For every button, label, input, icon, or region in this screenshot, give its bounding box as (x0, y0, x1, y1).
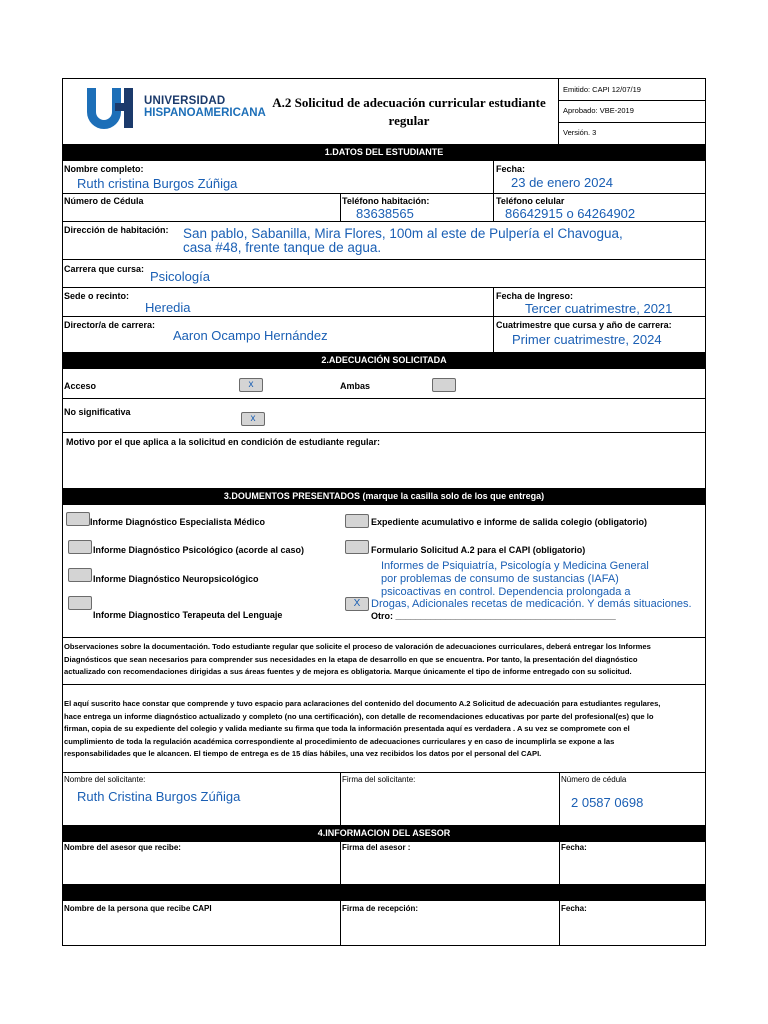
doc6-checkbox[interactable] (345, 540, 369, 554)
sede-value[interactable]: Heredia (145, 300, 191, 315)
nosig-label: No significativa (64, 407, 131, 417)
recepcion-label: Firma de recepción: (342, 904, 419, 913)
decl-line4: cumplimiento de toda la regulación académica correspondiente al procedimiento de adecuaciones curriculares y en caso de incumplirla se expone a las (64, 736, 615, 746)
header-divider (558, 78, 559, 144)
doc5-label: Expediente acumulativo e informe de salida colegio (obligatorio) (371, 517, 648, 527)
doc1-checkbox[interactable] (66, 512, 90, 526)
s2-row-line1 (62, 398, 706, 399)
s4-divider-a (340, 842, 341, 884)
logo-text-line2: HISPANOAMERICANA (144, 107, 266, 119)
fecha-capi-label: Fecha: (561, 904, 587, 913)
cuatri-value[interactable]: Primer cuatrimestre, 2024 (512, 332, 662, 347)
otro-label: Otro: ____________________________________________ (371, 611, 616, 621)
sol-cedula-value[interactable]: 2 0587 0698 (571, 795, 644, 810)
direccion-value-line2[interactable]: casa #48, frente tanque de agua. (183, 240, 382, 255)
section4-header: 4.INFORMACION DEL ASESOR (62, 825, 706, 842)
obs-line2: Diagnósticos que sean necesarios para comprender sus necesidades en la etapa de desarrollo en que se encuentra. Por tanto, la presentación del diagnóstico (64, 654, 638, 664)
decl-line2: hace entrega un informe diagnóstico actualizado y completo (no una certificación), con detalle de recomendaciones educativas por parte del profesional(es) que lo (64, 711, 654, 721)
logo-text-line1: UNIVERSIDAD (144, 95, 226, 107)
nombre-label: Nombre completo: (64, 164, 144, 174)
s2-row-line2 (62, 432, 706, 433)
otro-value-line1[interactable]: Informes de Psiquiatría, Psicología y Medicina General (381, 560, 649, 572)
decl-line1: El aquí suscrito hace constar que comprende y tuvo espacio para aclaraciones del contenido del documento A.2 Solicitud de adecuación para estudiantes regulares, (64, 699, 661, 708)
s1-divider-b (340, 193, 341, 221)
observaciones-text (64, 641, 704, 679)
otro-value-line3[interactable]: psicoactivas en control. Dependencia prolongada a (381, 586, 631, 598)
doc3-checkbox[interactable] (68, 568, 92, 582)
s1-divider-c (493, 193, 494, 221)
doc2-checkbox[interactable] (68, 540, 92, 554)
cuatri-label: Cuatrimestre que cursa y año de carrera: (496, 320, 672, 330)
logo-mark-icon (84, 86, 144, 132)
section3-header: 3.DOUMENTOS PRESENTADOS (marque la casilla solo de los que entrega) (62, 488, 706, 505)
fecha-asesor-label: Fecha: (561, 843, 587, 852)
otro-checkbox[interactable]: X (345, 597, 369, 611)
doc4-label: Informe Diagnostico Terapeuta del Lenguaje (93, 610, 283, 620)
nombre-value[interactable]: Ruth cristina Burgos Zúñiga (77, 176, 238, 191)
ingreso-value[interactable]: Tercer cuatrimestre, 2021 (525, 301, 673, 316)
sol-divider-a (340, 772, 341, 826)
tel-hab-label: Teléfono habitación: (342, 196, 430, 206)
doc2-label: Informe Diagnóstico Psicológico (acorde al caso) (93, 545, 305, 555)
s1-row-line3 (62, 259, 706, 260)
meta-emitido: Emitido: CAPI 12/07/19 (563, 85, 641, 94)
obs-top-line (62, 637, 706, 638)
direccion-value-line1[interactable]: San pablo, Sabanilla, Mira Flores, 100m al este de Pulpería el Chavogua, (183, 226, 623, 241)
carrera-value[interactable]: Psicología (150, 269, 210, 284)
acceso-checkbox[interactable]: x (239, 378, 263, 392)
sol-firma-label: Firma del solicitante: (342, 775, 416, 784)
director-label: Director/a de carrera: (64, 320, 156, 330)
meta-aprobado: Aprobado: VBE-2019 (563, 106, 634, 115)
doc5-checkbox[interactable] (345, 514, 369, 528)
doc1-label: Informe Diagnóstico Especialista Médico (90, 517, 266, 527)
carrera-label: Carrera que cursa: (64, 264, 145, 274)
ambas-checkbox[interactable] (432, 378, 456, 392)
form-title-line1: A.2 Solicitud de adecuación curricular estudiante (272, 95, 546, 110)
otro-value-line2[interactable]: por problemas de consumo de sustancias (IAFA) (381, 573, 619, 585)
sol-cedula-label: Número de cédula (561, 775, 627, 784)
motivo-label: Motivo por el que aplica a la solicitud en condición de estudiante regular: (66, 437, 381, 447)
section1-header: 1.DATOS DEL ESTUDIANTE (62, 144, 706, 161)
fecha-label: Fecha: (496, 164, 526, 174)
s4-divider-d (559, 901, 560, 946)
sede-label: Sede o recinto: (64, 291, 130, 301)
logo (84, 86, 266, 132)
decl-line3: firman, copia de su expediente del colegio y valida mediante su firma que toda la información presentada aquí es verdadera . A su vez se compromete con el (64, 724, 630, 733)
sol-nombre-value[interactable]: Ruth Cristina Burgos Zúñiga (77, 789, 241, 804)
tel-cel-value[interactable]: 86642915 o 64264902 (505, 206, 636, 221)
director-value[interactable]: Aaron Ocampo Hernández (173, 328, 328, 343)
asesor-label: Nombre del asesor que recibe: (64, 843, 181, 852)
s4-divider-b (559, 842, 560, 884)
header-meta-line2 (558, 122, 706, 123)
fecha-value[interactable]: 23 de enero 2024 (511, 175, 613, 190)
obs-line3: actualizado con recomendaciones dirigidas a sus áreas fuentes y de mejora es obligatoria. Marque únicamente el tipo de informe entregado con su solicitud. (64, 667, 632, 676)
header-meta-line1 (558, 100, 706, 101)
meta-version: Versión. 3 (563, 128, 597, 137)
s1-divider-a (493, 161, 494, 193)
s1-divider-d (493, 287, 494, 353)
decl-top-line (62, 684, 706, 685)
acceso-label: Acceso (64, 381, 97, 391)
tel-hab-value[interactable]: 83638565 (356, 206, 414, 221)
sol-top-line (62, 772, 706, 773)
ambas-label: Ambas (340, 381, 371, 391)
doc4-checkbox[interactable] (68, 596, 92, 610)
decl-line5: responsabilidades que le alcancen. El tiempo de entrega es de 15 días hábiles, una vez recibidos los datos por el personal del CAPI. (64, 749, 542, 758)
tel-cel-label: Teléfono celular (496, 196, 565, 206)
obs-line1: Observaciones sobre la documentación. Todo estudiante regular que solicite el proceso de valoración de adecuaciones curriculares, deberá entregar los Informes (64, 642, 651, 651)
doc3-label: Informe Diagnóstico Neuropsicológico (93, 574, 259, 584)
s1-row-line1 (62, 193, 706, 194)
s1-row-line5 (62, 316, 706, 317)
section2-header: 2.ADECUACIÓN SOLICITADA (62, 352, 706, 369)
form-title-line2: regular (388, 113, 430, 128)
section4-blank-bar (62, 884, 706, 901)
capi-label: Nombre de la persona que recibe CAPI (64, 904, 212, 913)
s4-divider-c (340, 901, 341, 946)
s1-row-line2 (62, 221, 706, 222)
sol-nombre-label: Nombre del solicitante: (64, 775, 146, 784)
s1-row-line4 (62, 287, 706, 288)
cedula-label: Número de Cédula (64, 196, 144, 206)
ingreso-label: Fecha de Ingreso: (496, 291, 574, 301)
sol-divider-b (559, 772, 560, 826)
declaracion-text (64, 698, 704, 761)
nosig-checkbox[interactable]: x (241, 412, 265, 426)
otro-value-line4[interactable]: Drogas, Adicionales recetas de medicación. Y demás situaciones. (371, 598, 692, 610)
doc6-label: Formulario Solicitud A.2 para el CAPI (obligatorio) (371, 545, 586, 555)
direccion-label: Dirección de habitación: (64, 225, 169, 235)
firma-asesor-label: Firma del asesor : (342, 843, 411, 852)
